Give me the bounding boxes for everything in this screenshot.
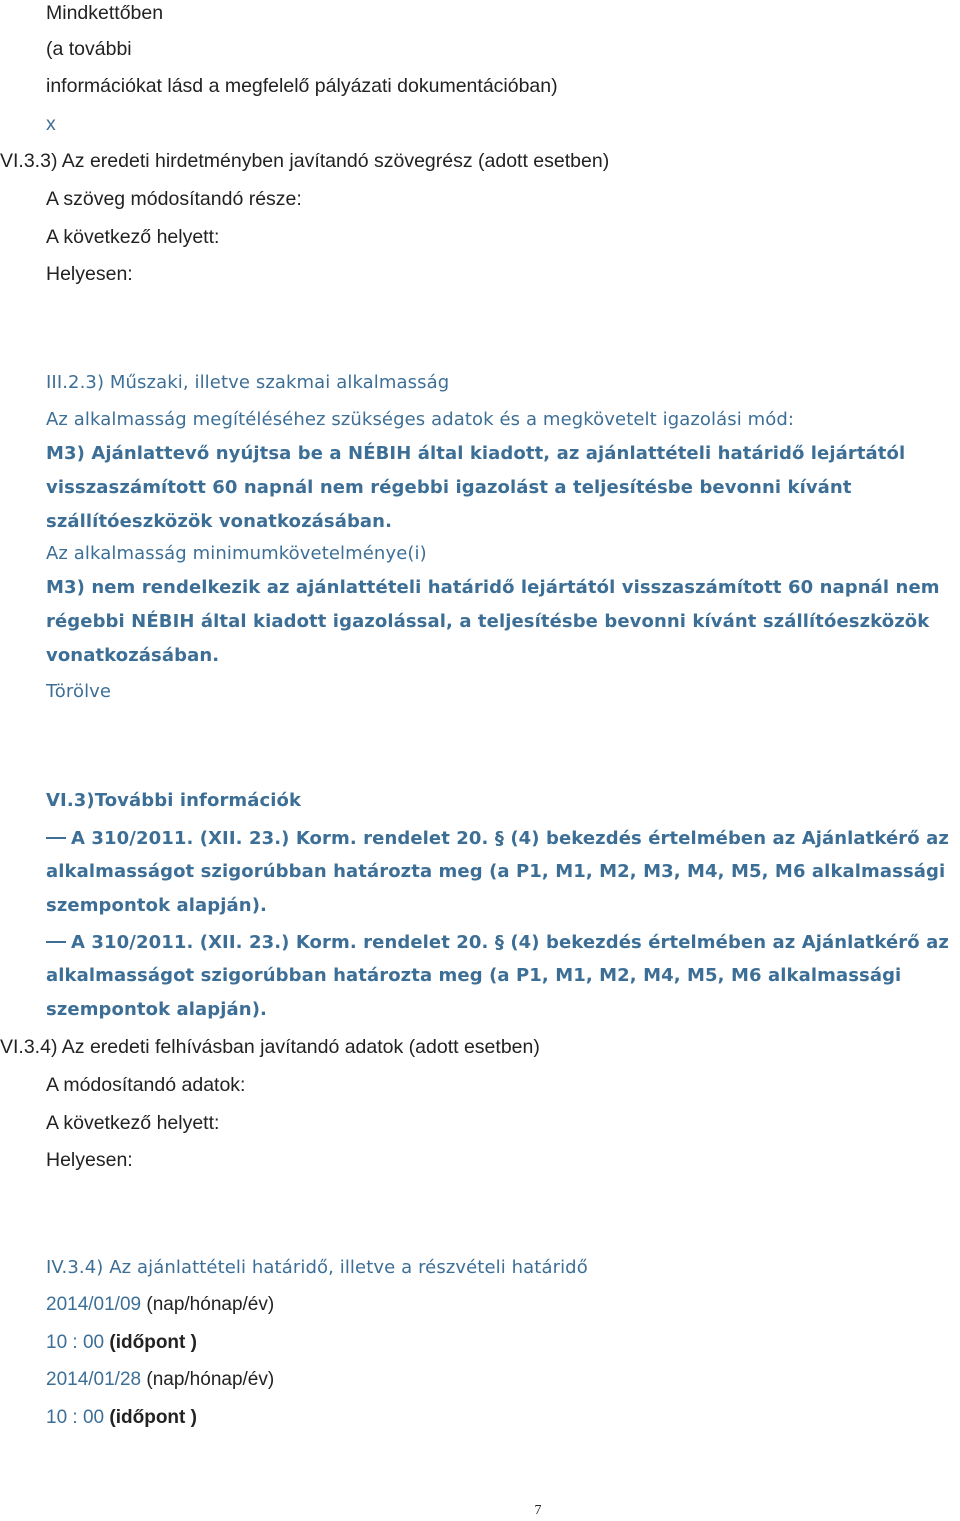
date-value: 2014/01/28 bbox=[46, 1369, 142, 1390]
date-unit: (nap/hónap/év) bbox=[146, 1294, 275, 1315]
paragraph-line: visszaszámított 60 napnál nem régebbi igazolást a teljesítésbe bevonni kívánt bbox=[46, 477, 852, 498]
paragraph-line: alkalmasságot szigorúbban határozta meg (a P1, M1, M2, M3, M4, M5, M6 alkalmassági bbox=[46, 861, 946, 882]
subheading: Az alkalmasság megítéléséhez szükséges adatok és a megkövetelt igazolási mód: bbox=[46, 409, 795, 430]
section-heading: VI.3)További információk bbox=[46, 790, 302, 811]
time-unit: (időpont ) bbox=[109, 1407, 197, 1428]
list-item bbox=[46, 930, 949, 956]
date-unit: (nap/hónap/év) bbox=[146, 1369, 275, 1390]
section-heading: VI.3.4) Az eredeti felhívásban javítandó adatok (adott esetben) bbox=[0, 1036, 540, 1058]
subheading: Az alkalmasság minimumkövetelménye(i) bbox=[46, 543, 427, 564]
date-row bbox=[46, 1367, 274, 1393]
field-label: A következő helyett: bbox=[46, 1112, 220, 1134]
selection-mark: x bbox=[46, 113, 56, 135]
dash-bullet bbox=[46, 837, 66, 839]
time-unit: (időpont ) bbox=[109, 1332, 197, 1353]
paragraph-line: szállítóeszközök vonatkozásában. bbox=[46, 511, 393, 532]
list-item-text: A 310/2011. (XII. 23.) Korm. rendelet 20. § (4) bekezdés értelmében az Ajánlatkérő az bbox=[71, 828, 949, 849]
field-label: A következő helyett: bbox=[46, 226, 220, 248]
paragraph-line: szempontok alapján). bbox=[46, 895, 267, 916]
page-number: 7 bbox=[534, 1503, 542, 1518]
list-item bbox=[46, 826, 949, 852]
paragraph-line: M3) Ajánlattevő nyújtsa be a NÉBIH által kiadott, az ajánlattételi határidő lejártától bbox=[46, 443, 906, 464]
paragraph-line: régebbi NÉBIH által kiadott igazolással, a teljesítésbe bevonni kívánt szállítóeszközök bbox=[46, 611, 930, 632]
deleted-label: Törölve bbox=[46, 681, 112, 702]
time-row bbox=[46, 1405, 197, 1431]
field-label: A módosítandó adatok: bbox=[46, 1074, 246, 1096]
paragraph-line: alkalmasságot szigorúbban határozta meg (a P1, M1, M2, M4, M5, M6 alkalmassági bbox=[46, 965, 902, 986]
section-heading: III.2.3) Műszaki, illetve szakmai alkalmasság bbox=[46, 372, 450, 393]
text-line: információkat lásd a megfelelő pályázati dokumentációban) bbox=[46, 75, 558, 97]
section-heading: VI.3.3) Az eredeti hirdetményben javítandó szövegrész (adott esetben) bbox=[0, 150, 610, 172]
paragraph-line: szempontok alapján). bbox=[46, 999, 267, 1020]
date-value: 2014/01/09 bbox=[46, 1294, 142, 1315]
list-item-text: A 310/2011. (XII. 23.) Korm. rendelet 20. § (4) bekezdés értelmében az Ajánlatkérő az bbox=[71, 932, 949, 953]
text-line: (a további bbox=[46, 38, 132, 60]
field-label: Helyesen: bbox=[46, 1149, 133, 1171]
text-line: Mindkettőben bbox=[46, 2, 164, 24]
time-row bbox=[46, 1330, 197, 1356]
section-heading: IV.3.4) Az ajánlattételi határidő, illetve a részvételi határidő bbox=[46, 1257, 588, 1278]
date-row bbox=[46, 1292, 274, 1318]
dash-bullet bbox=[46, 941, 66, 943]
time-value: 10 : 00 bbox=[46, 1332, 105, 1353]
field-label: Helyesen: bbox=[46, 263, 133, 285]
paragraph-line: M3) nem rendelkezik az ajánlattételi határidő lejártától visszaszámított 60 napnál nem bbox=[46, 577, 940, 598]
field-label: A szöveg módosítandó része: bbox=[46, 188, 302, 210]
paragraph-line: vonatkozásában. bbox=[46, 645, 220, 666]
time-value: 10 : 00 bbox=[46, 1407, 105, 1428]
